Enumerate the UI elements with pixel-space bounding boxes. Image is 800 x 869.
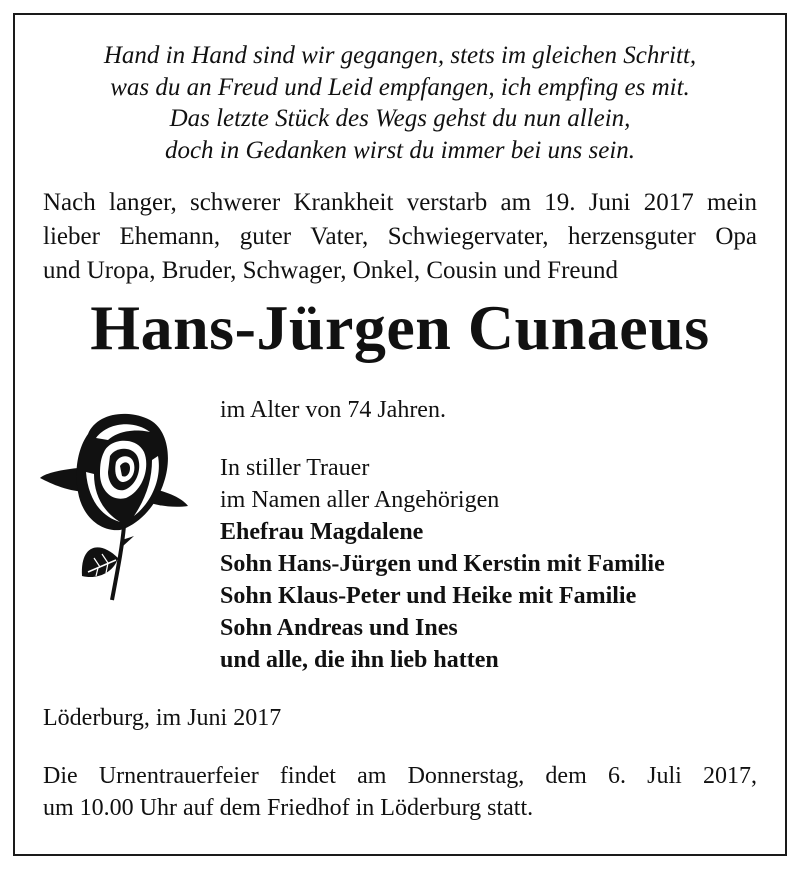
funeral-line: um 10.00 Uhr auf dem Friedhof in Löderburg statt. — [43, 795, 534, 821]
family-member: und alle, die ihn lieb hatten — [220, 647, 499, 673]
funeral-line: Die Urnentrauerfeier findet am Donnerstag, dem 6. Juli 2017, — [43, 763, 757, 789]
announcement-line: lieber Ehemann, guter Vater, Schwiegervater, herzensguter Opa — [43, 223, 757, 250]
poem-line: was du an Freud und Leid empfangen, ich empfing es mit. — [110, 73, 690, 101]
family-member: Sohn Klaus-Peter und Heike mit Familie — [220, 583, 637, 609]
age-line: im Alter von 74 Jahren. — [220, 397, 446, 423]
mourning-line: im Namen aller Angehörigen — [220, 487, 500, 513]
place-date: Löderburg, im Juni 2017 — [43, 705, 282, 731]
mourning-line: In stiller Trauer — [220, 455, 370, 481]
announcement-line: und Uropa, Bruder, Schwager, Onkel, Cousin und Freund — [43, 257, 618, 284]
poem-line: Das letzte Stück des Wegs gehst du nun allein, — [169, 105, 631, 132]
announcement-line: Nach langer, schwerer Krankheit verstarb am 19. Juni 2017 mein — [43, 189, 757, 216]
family-member: Sohn Andreas und Ines — [220, 615, 458, 641]
poem-line: doch in Gedanken wirst du immer bei uns sein. — [164, 136, 636, 164]
family-member: Sohn Hans-Jürgen und Kerstin mit Familie — [220, 551, 665, 577]
mourners-block — [220, 452, 665, 676]
poem-line: Hand in Hand sind wir gegangen, stets im gleichen Schritt, — [103, 42, 697, 69]
funeral-info — [43, 760, 757, 824]
family-member: Ehefrau Magdalene — [220, 519, 424, 545]
death-announcement — [43, 186, 757, 288]
deceased-name: Hans-Jürgen Cunaeus — [90, 292, 710, 363]
memorial-poem — [0, 40, 800, 166]
rose-icon — [38, 408, 188, 604]
